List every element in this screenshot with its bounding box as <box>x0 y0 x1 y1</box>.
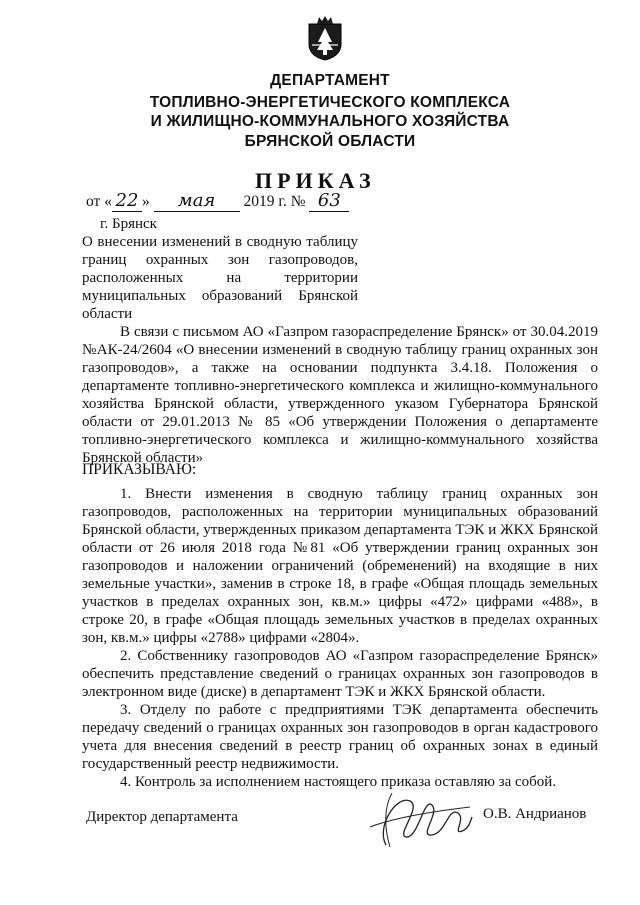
date-prefix: от « <box>86 193 112 210</box>
date-day-close: » <box>141 193 150 210</box>
order-items <box>82 485 598 791</box>
department-title-line-2: ТОПЛИВНО-ЭНЕРГЕТИЧЕСКОГО КОМПЛЕКСА <box>149 94 511 111</box>
department-title-line-1: ДЕПАРТАМЕНТ <box>270 72 390 89</box>
order-item: 4. Контроль за исполнением настоящего приказа оставляю за собой. <box>120 774 557 790</box>
document-title: ПРИКАЗ <box>255 168 376 193</box>
signatory-name: О.В. Андрианов <box>483 806 587 822</box>
document-subject: О внесении изменений в сводную таблицу границ охранных зон газопроводов, расположенных на территории муниципальных образований Брянской области <box>82 234 358 322</box>
coat-of-arms-emblem <box>306 14 344 62</box>
date-month: мая <box>154 190 240 212</box>
date-year: 2019 г. <box>243 193 287 210</box>
date-number-line <box>86 190 349 212</box>
preamble <box>82 323 598 467</box>
handwritten-signature <box>366 787 474 853</box>
order-item: 2. Собственнику газопроводов АО «Газпром газораспределение Брянск» обеспечить представление сведений о границах охранных зон газопроводов в электронном виде (диске) в департамент ТЭК и ЖКХ Брянской области. <box>82 648 598 700</box>
department-title-line-3: И ЖИЛИЩНО-КОММУНАЛЬНОГО ХОЗЯЙСТВА <box>150 113 510 130</box>
document-number: 63 <box>309 190 349 212</box>
order-item: 1. Внести изменения в сводную таблицу границ охранных зон газопроводов, расположенных на территории муниципальных образований Брянской области, утвержденных приказом департамента ТЭК и ЖКХ Брянской области от 26 июля 2018 года №81 «Об утверждении границ охранных зон газопроводов и наложении ограничений (обременений) на входящие в них земельные участки», заменив в строке 18, в графе «Общая площадь земельных участков в пределах охранных зон, кв.м.» цифры «472» цифрами «488», в строке 20, в графе «Общая площадь земельных участков в пределах охранных зон, кв.м.» цифры «2788» цифрами «2804». <box>82 486 598 646</box>
order-item: 3. Отделу по работе с предприятиями ТЭК департамента обеспечить передачу сведений о границах охранных зон газопроводов в орган кадастрового учета для внесения сведений в реестр границ об охранных зонах в единый государственный реестр недвижимости. <box>82 702 598 772</box>
order-word: ПРИКАЗЫВАЮ: <box>82 461 197 478</box>
number-prefix: № <box>290 193 306 210</box>
department-title-line-4: БРЯНСКОЙ ОБЛАСТИ <box>244 133 416 150</box>
preamble-text: В связи с письмом АО «Газпром газораспределение Брянск» от 30.04.2019 №АК-24/2604 «О внесении изменений в сводную таблицу границ охранных зон газопроводов», а также на основании подпункта 3.4.18. Положения о департаменте топливно-энергетического комплекса и жилищно-коммунального хозяйства Брянской области, утвержденного указом Губернатора Брянской области от 29.01.2013 № 85 «Об утверждении Положения о департаменте топливно-энергетического комплекса и жилищно-коммунального хозяйства Брянской области» <box>82 324 598 466</box>
signatory-position: Директор департамента <box>86 809 238 825</box>
date-day: 22 <box>112 190 142 212</box>
city: г. Брянск <box>100 216 157 232</box>
